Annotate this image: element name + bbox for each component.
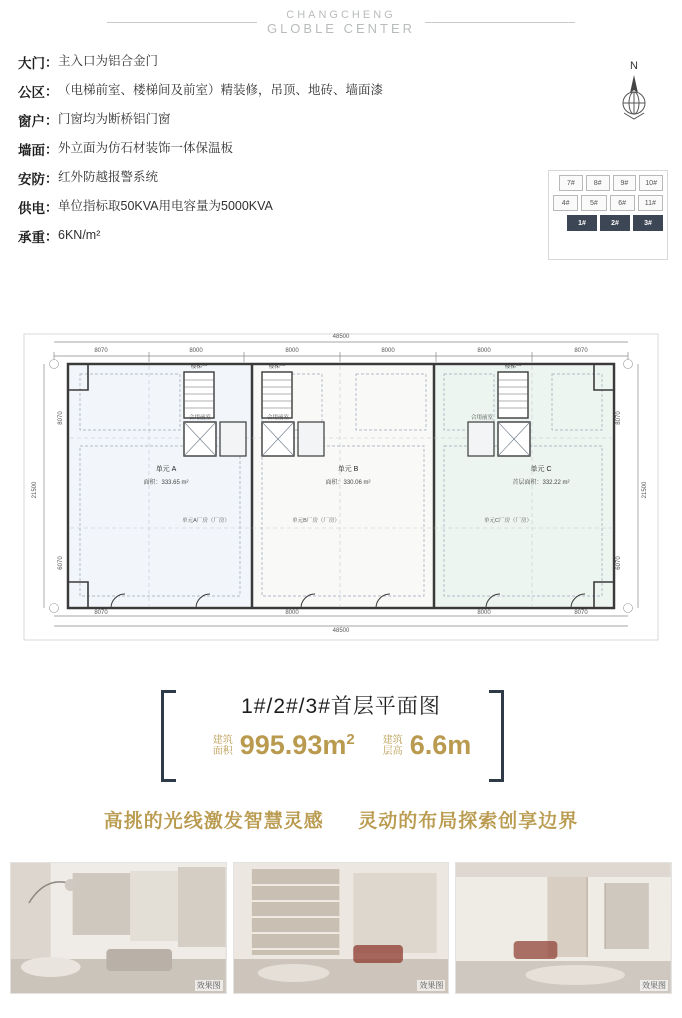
key-plan-block-1[interactable]: 1#	[567, 215, 597, 231]
spec-value: 单位指标取50KVA用电容量为5000KVA	[58, 199, 273, 213]
spec-item	[18, 52, 478, 72]
svg-text:8000: 8000	[477, 610, 491, 616]
spec-key: 大门	[18, 56, 45, 71]
spec-colon: ：	[45, 84, 59, 99]
svg-text:8070: 8070	[94, 348, 108, 354]
key-plan-row	[549, 175, 667, 191]
compass-north-label: N	[630, 60, 638, 72]
bracket-left	[161, 690, 176, 782]
svg-text:8000: 8000	[285, 348, 299, 354]
spec-value: （电梯前室、楼梯间及前室）精装修，吊顶、地砖、墙面漆	[58, 83, 384, 97]
slogan-part-1: 高挑的光线激发智慧灵感	[103, 811, 324, 832]
room-label-lobby-c: 合用前室	[470, 415, 494, 421]
room-label-stair-c: 楼梯一	[504, 364, 522, 370]
brand-rule-left	[107, 22, 257, 23]
metric-area-value	[240, 730, 355, 761]
library-photo-art	[234, 863, 449, 993]
metric-height-label-l2: 层高	[382, 745, 403, 757]
spec-key: 公区	[18, 85, 45, 100]
metric-area	[211, 730, 355, 761]
brand-rule-right	[425, 22, 575, 23]
metric-area-label-l1: 建筑	[212, 734, 233, 746]
metrics-row	[181, 730, 501, 761]
svg-text:8000: 8000	[381, 348, 395, 354]
spec-key: 窗户	[18, 114, 45, 129]
spec-value: 门窗均为断桥铝门窗	[58, 112, 171, 126]
key-plan-block-7[interactable]: 7#	[559, 175, 583, 191]
spec-item	[18, 226, 478, 246]
spec-item	[18, 110, 478, 130]
photo-caption: 效果图	[642, 981, 667, 990]
key-plan-block-4[interactable]: 4#	[553, 195, 578, 211]
spec-colon: ：	[45, 142, 59, 157]
spec-colon: ：	[45, 171, 59, 186]
svg-text:8070: 8070	[94, 610, 108, 616]
key-plan-block-2[interactable]: 2#	[600, 215, 630, 231]
room-label-stair-b: 楼梯一	[268, 364, 286, 370]
dim-top-overall: 48500	[332, 334, 350, 340]
metric-height-value: 6.6m	[409, 730, 472, 760]
photo-caption: 效果图	[419, 981, 444, 990]
unit-b-factory-label: 单元B厂房（厂房）	[292, 518, 340, 524]
slogan	[0, 806, 682, 833]
room-label-lobby-b: 合用前室	[266, 415, 290, 421]
key-plan-block-5[interactable]: 5#	[581, 195, 606, 211]
spec-value: 6KN/m²	[58, 228, 101, 242]
lobby-photo-art	[11, 863, 226, 993]
lobby-photo[interactable]	[10, 862, 227, 994]
unit-b-name: 单元 B	[337, 466, 359, 473]
unit-a-area: 面积：333.65 m²	[143, 480, 189, 486]
key-plan-block-10[interactable]: 10#	[639, 175, 663, 191]
photo-caption: 效果图	[196, 981, 221, 990]
dim-right-bay-top: 8070	[616, 411, 622, 425]
key-plan-block-8[interactable]: 8#	[586, 175, 610, 191]
photo-strip	[10, 862, 672, 992]
key-plan-block-9[interactable]: 9#	[613, 175, 637, 191]
spec-item	[18, 81, 478, 101]
unit-a-factory-label: 单元A厂房（厂房）	[182, 518, 230, 524]
floor-plan-drawing	[16, 318, 666, 668]
room-label-stair-a: 楼梯一	[190, 364, 208, 370]
metric-area-label	[211, 735, 235, 757]
svg-text:8000: 8000	[477, 348, 491, 354]
spec-item	[18, 197, 478, 217]
svg-text:8070: 8070	[574, 610, 588, 616]
dim-right-bay-bottom: 6070	[616, 556, 622, 570]
spec-list	[18, 52, 478, 255]
spec-key: 安防	[18, 172, 45, 187]
bracket-right	[489, 690, 504, 782]
dim-left-bay-bottom: 6070	[58, 556, 64, 570]
spec-key: 墙面	[18, 143, 45, 158]
spec-value: 主入口为铝合金门	[58, 54, 159, 68]
slogan-part-2: 灵动的布局探索创享边界	[358, 811, 579, 832]
unit-a-name: 单元 A	[155, 466, 177, 473]
key-plan	[548, 170, 668, 260]
room-label-lobby-a: 合用前室	[188, 415, 212, 421]
dim-left-overall: 21500	[32, 481, 38, 499]
spec-value: 红外防越报警系统	[58, 170, 159, 184]
dim-bottom-overall: 48500	[332, 628, 350, 634]
spec-item	[18, 139, 478, 159]
spec-colon: ：	[45, 55, 59, 70]
spec-colon: ：	[45, 113, 59, 128]
metric-height-label-l1: 建筑	[382, 734, 403, 746]
key-plan-row	[549, 215, 667, 231]
plan-title-block	[0, 690, 682, 761]
spec-colon: ：	[45, 200, 59, 215]
brand-line-1: CHANGCHENG	[286, 9, 396, 21]
metric-area-label-l2: 面积	[212, 745, 233, 757]
spec-value: 外立面为仿石材装饰一体保温板	[58, 141, 234, 155]
metric-area-number: 995.93m	[239, 730, 347, 760]
library-photo[interactable]	[233, 862, 450, 994]
metric-height	[381, 730, 472, 761]
svg-text:8000: 8000	[189, 348, 203, 354]
key-plan-row	[549, 195, 667, 211]
metric-area-sup: 2	[346, 731, 355, 748]
spec-key: 供电	[18, 201, 45, 216]
unit-b-area: 面积：330.06 m²	[325, 480, 371, 486]
unit-c-name: 单元 C	[530, 466, 552, 473]
corridor-photo-art	[456, 863, 671, 993]
svg-text:8000: 8000	[285, 610, 299, 616]
metric-height-label	[381, 735, 405, 757]
key-plan-block-11[interactable]: 11#	[638, 195, 663, 211]
spec-colon: ：	[45, 229, 59, 244]
dim-right-overall: 21500	[642, 481, 648, 499]
spec-item	[18, 168, 478, 188]
unit-c-area: 首层面积：332.22 m²	[512, 480, 570, 486]
corridor-photo[interactable]	[455, 862, 672, 994]
svg-text:8070: 8070	[574, 348, 588, 354]
spec-key: 承重	[18, 230, 45, 245]
dim-left-bay-top: 8070	[58, 411, 64, 425]
page-title: 1#/2#/3#首层平面图	[241, 695, 441, 718]
unit-c-factory-label: 单元C厂房（厂房）	[484, 518, 532, 524]
key-plan-block-3[interactable]: 3#	[633, 215, 663, 231]
brand-line-2: GLOBLE CENTER	[266, 21, 416, 36]
key-plan-block-6[interactable]: 6#	[610, 195, 635, 211]
compass	[608, 60, 660, 122]
brand-header	[0, 4, 682, 40]
floor-plan-svg	[16, 318, 666, 668]
compass-icon	[608, 73, 660, 121]
